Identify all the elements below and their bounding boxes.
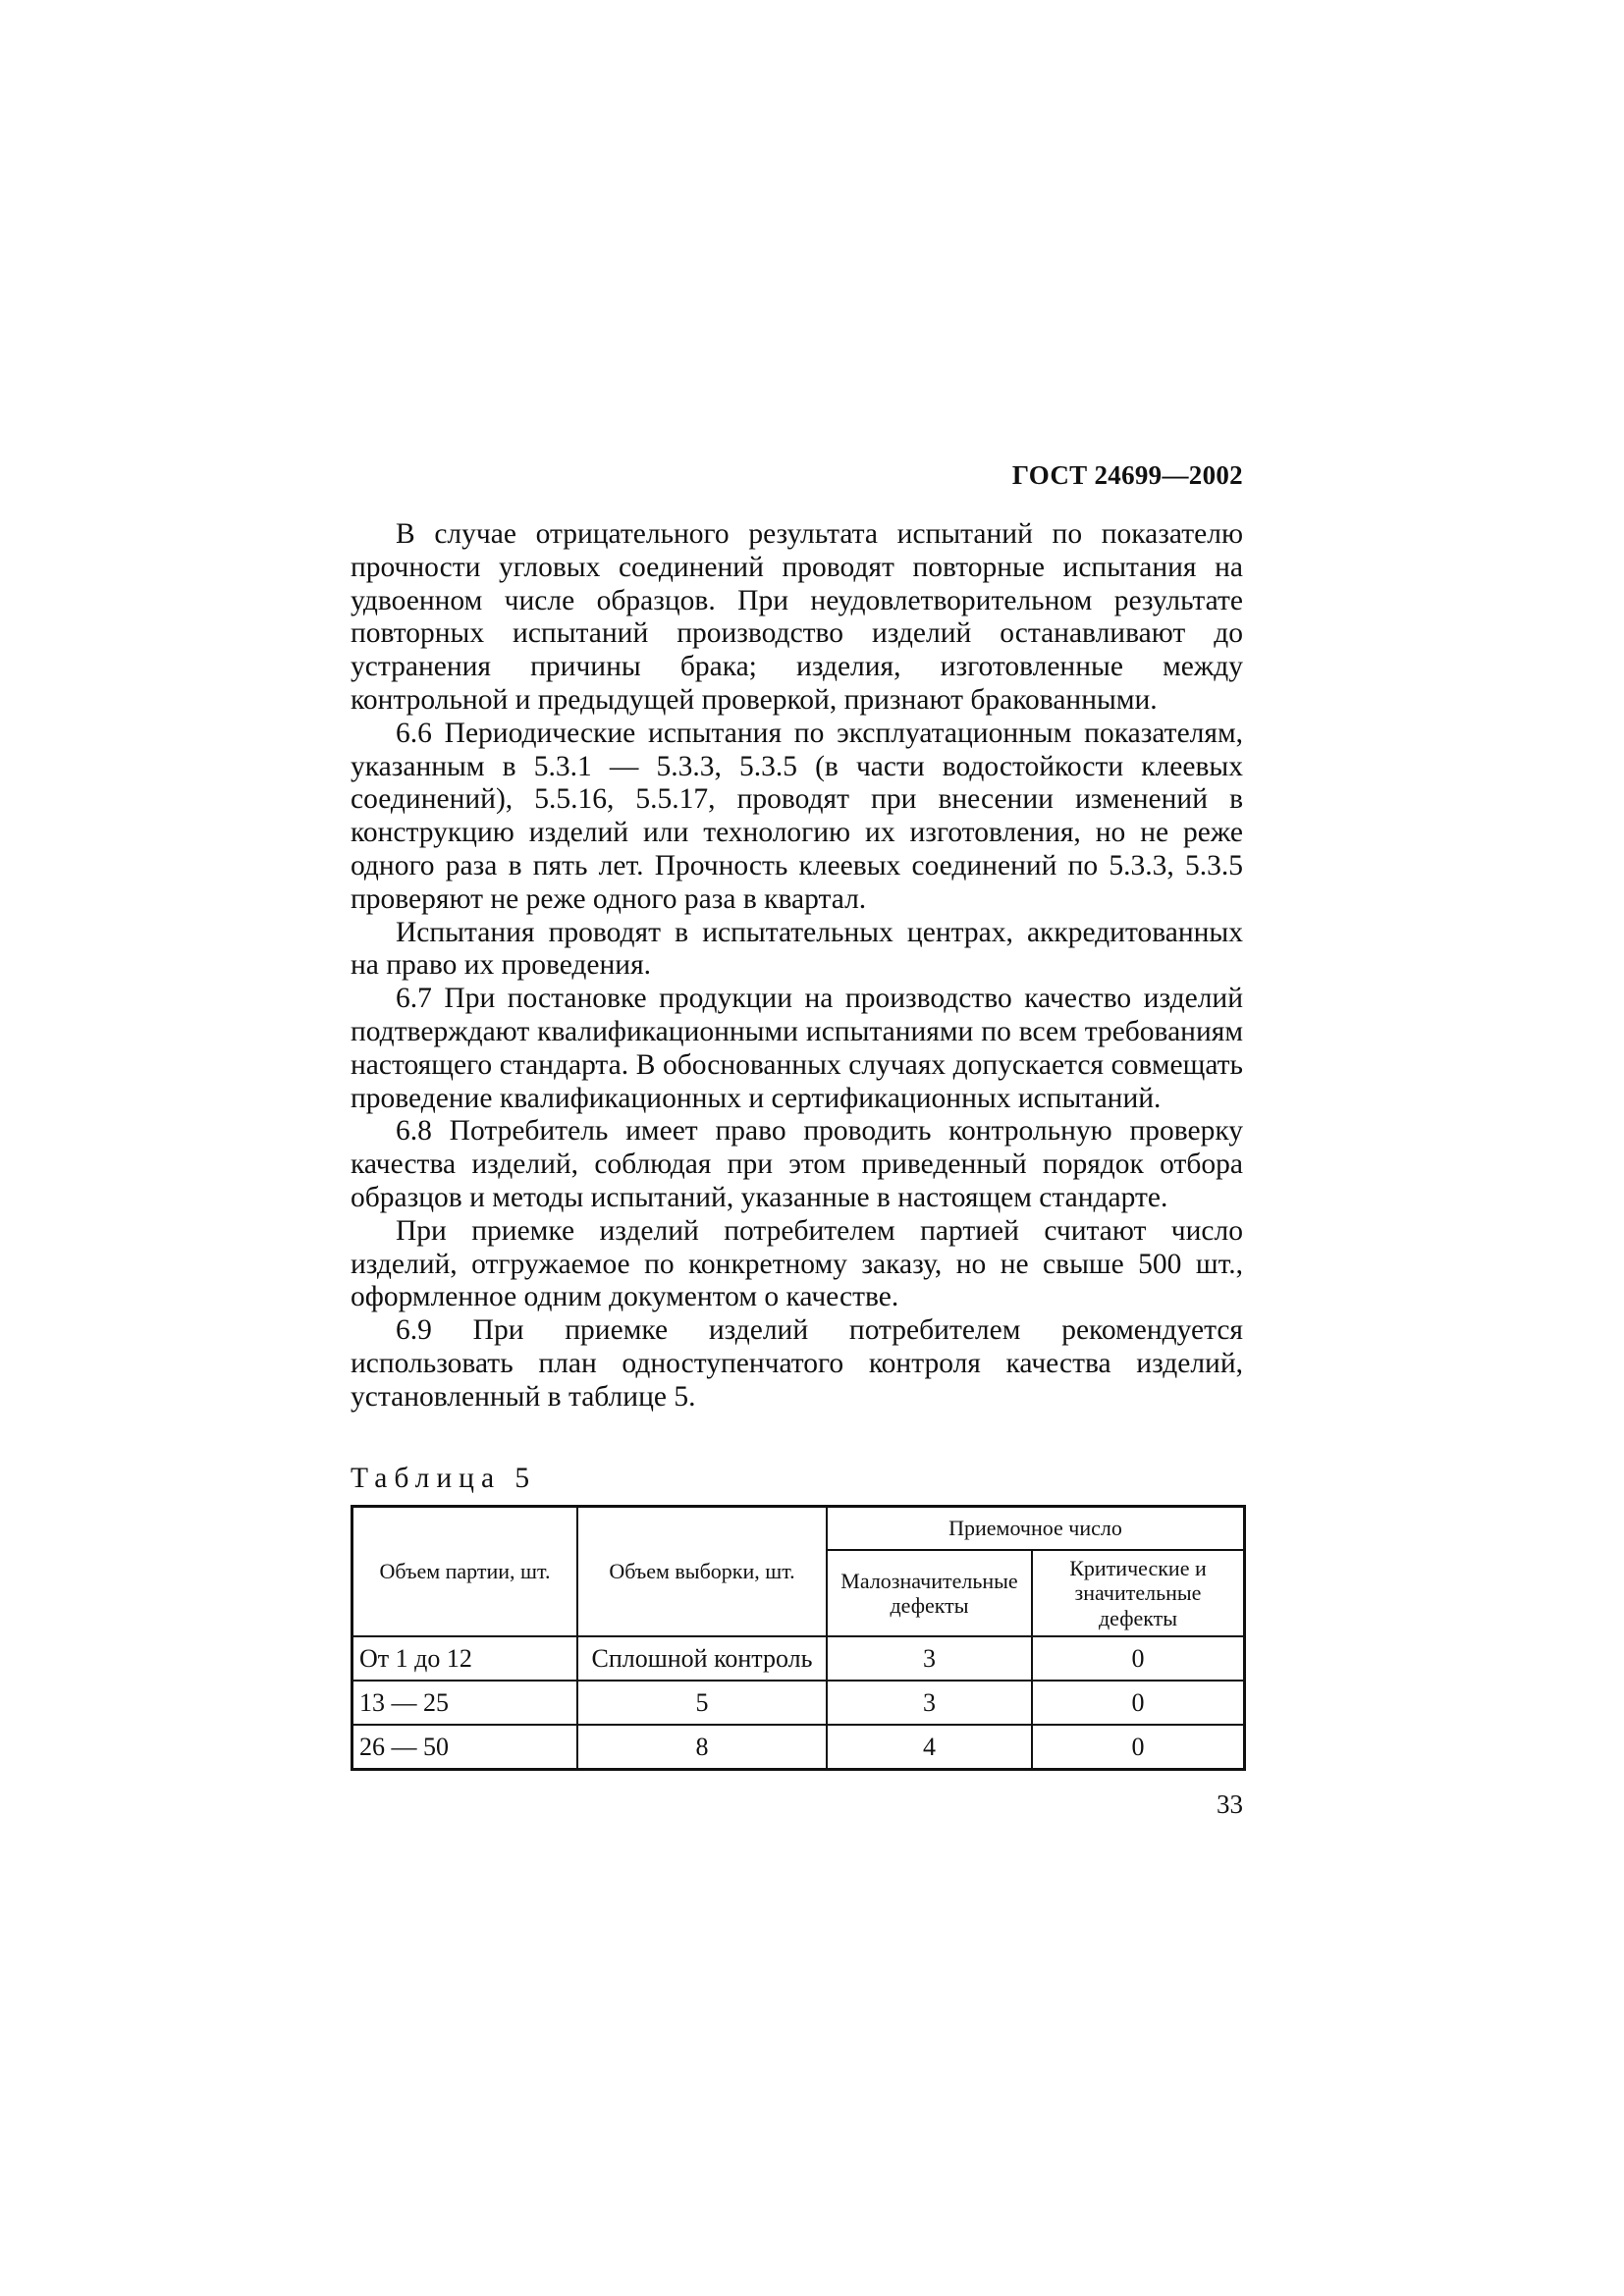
header-lot-size: Объем партии, шт. [352,1507,578,1637]
header-sample-size: Объем выборки, шт. [577,1507,827,1637]
body-text [351,518,1243,1415]
cell-critical-defects: 0 [1032,1681,1245,1725]
cell-minor-defects: 4 [827,1725,1032,1770]
cell-sample-size: Сплошной контроль [577,1636,827,1681]
paragraph: Испытания проводят в испытательных центрах, аккредитованных на право их проведения. [351,916,1243,982]
paragraph: 6.8 Потребитель имеет право проводить контрольную проверку качества изделий, соблюдая при этом приведенный порядок отбора образцов и методы испытаний, указанные в настоящем стандарте. [351,1115,1243,1213]
header-critical-defects: Критические и значительные дефекты [1032,1550,1245,1636]
paragraph: При приемке изделий потребителем партией считают число изделий, отгружаемое по конкретному заказу, но не свыше 500 шт., оформленное одним документом о качестве. [351,1214,1243,1313]
acceptance-table [351,1505,1246,1771]
cell-critical-defects: 0 [1032,1636,1245,1681]
cell-lot-size: 26 — 50 [352,1725,578,1770]
table-row [352,1636,1245,1681]
cell-sample-size: 5 [577,1681,827,1725]
cell-minor-defects: 3 [827,1681,1032,1725]
paragraph: 6.7 При постановке продукции на производство качество изделий подтверждают квалификационными испытаниями по всем требованиям настоящего стандарта. В обоснованных случаях допускается совмещать проведение квалификационных и сертификационных испытаний. [351,983,1243,1114]
table-row [352,1681,1245,1725]
header-acceptance-number: Приемочное число [827,1507,1245,1551]
table-row [352,1725,1245,1770]
table-caption: Таблица 5 [351,1463,537,1494]
paragraph: 6.9 При приемке изделий потребителем рекомендуется использовать план одноступенчатого контроля качества изделий, установленный в таблице 5. [351,1314,1243,1413]
cell-minor-defects: 3 [827,1636,1032,1681]
cell-sample-size: 8 [577,1725,827,1770]
document-header: ГОСТ 24699—2002 [1011,460,1243,490]
paragraph: В случае отрицательного результата испытаний по показателю прочности угловых соединений проводят повторные испытания на удвоенном числе образцов. При неудовлетворительном результате повторных испытаний производство изделий останавливают до устранения причины брака; изделия, изготовленные между контрольной и предыдущей проверкой, признают бракованными. [351,518,1243,716]
cell-lot-size: 13 — 25 [352,1681,578,1725]
cell-critical-defects: 0 [1032,1725,1245,1770]
paragraph: 6.6 Периодические испытания по эксплуатационным показателям, указанным в 5.3.1 — 5.3.3, 5.3.5 (в части водостойкости клеевых соединений), 5.5.16, 5.5.17, проводят при внесении изменений в конструкцию изделий или технологию их изготовления, но не реже одного раза в пять лет. Прочность клеевых соединений по 5.3.3, 5.3.5 проверяют не реже одного раза в квартал. [351,717,1243,915]
cell-lot-size: От 1 до 12 [352,1636,578,1681]
page-number: 33 [1217,1789,1243,1819]
header-minor-defects: Малозначительные дефекты [827,1550,1032,1636]
